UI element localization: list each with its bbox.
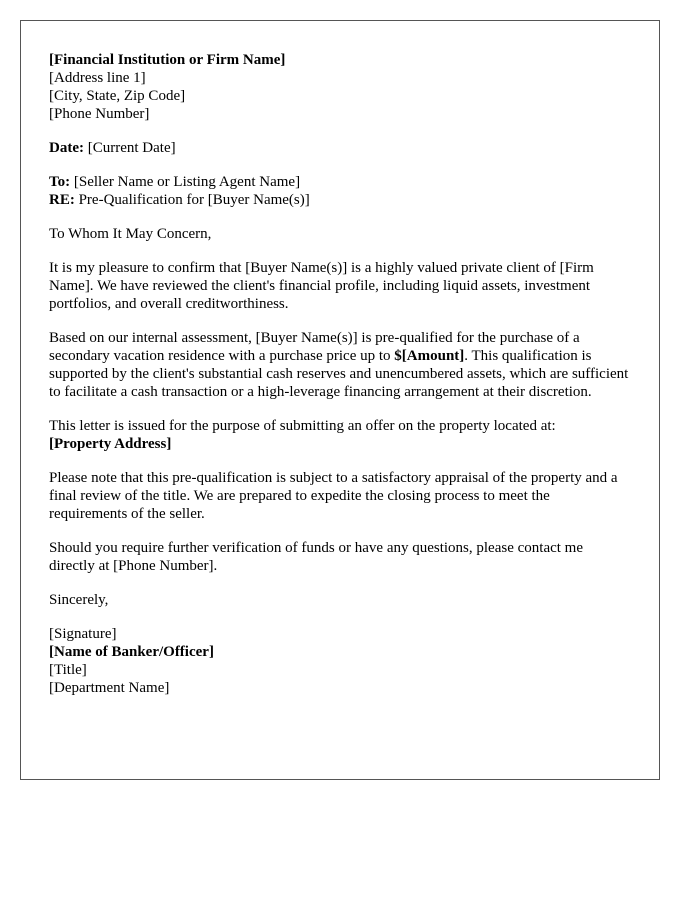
recipient-block [49, 173, 631, 209]
date-line [49, 139, 631, 157]
signature-block [49, 625, 631, 697]
paragraph-3-text: This letter is issued for the purpose of submitting an offer on the property located at: [49, 418, 556, 434]
paragraph-5: Should you require further verification of funds or have any questions, please contact me directly at [Phone Number]. [49, 540, 584, 574]
firm-name: [Financial Institution or Firm Name] [49, 52, 286, 68]
letter-page [20, 20, 660, 780]
paragraph-2-text-a: Based on our internal assessment, [Buyer Name(s)] is pre-qualified for the purchase of a secondary vacation residence with a purchase price up to [49, 330, 580, 364]
purchase-amount: $[Amount] [394, 348, 465, 364]
department-name: [Department Name] [49, 680, 170, 696]
address-line: [Address line 1] [49, 70, 146, 86]
city-state-zip: [City, State, Zip Code] [49, 88, 186, 104]
paragraph-1: It is my pleasure to confirm that [Buyer Name(s)] is a highly valued private client of [Firm Name]. We have reviewed the client's financial profile, including liquid assets, investment portfolios, and overall creditworthiness. [49, 260, 594, 312]
property-address: [Property Address] [49, 436, 172, 452]
officer-name: [Name of Banker/Officer] [49, 644, 214, 660]
paragraph-2-text-b: . This qualification is supported by the client's substantial cash reserves and unencumbered assets, which are sufficient to facilitate a cash transaction or a high-leverage financing arrangement at their discretion. [49, 348, 629, 400]
paragraph-3 [49, 417, 631, 453]
officer-title: [Title] [49, 662, 87, 678]
to-value: [Seller Name or Listing Agent Name] [70, 174, 301, 190]
signature: [Signature] [49, 626, 117, 642]
sender-phone: [Phone Number] [49, 106, 150, 122]
salutation: To Whom It May Concern, [49, 226, 212, 242]
sender-block [49, 51, 631, 123]
date-value: [Current Date] [83, 140, 176, 156]
paragraph-4: Please note that this pre-qualification is subject to a satisfactory appraisal of the property and a final review of the title. We are prepared to expedite the closing process to meet the requirements of the seller. [49, 470, 618, 522]
to-line [49, 173, 631, 191]
re-value: Pre-Qualification for [Buyer Name(s)] [74, 192, 310, 208]
re-line [49, 191, 631, 209]
paragraph-2 [49, 329, 631, 401]
date-label: Date: [49, 140, 84, 156]
re-label: RE: [49, 192, 75, 208]
to-label: To: [49, 174, 71, 190]
valediction: Sincerely, [49, 592, 109, 608]
